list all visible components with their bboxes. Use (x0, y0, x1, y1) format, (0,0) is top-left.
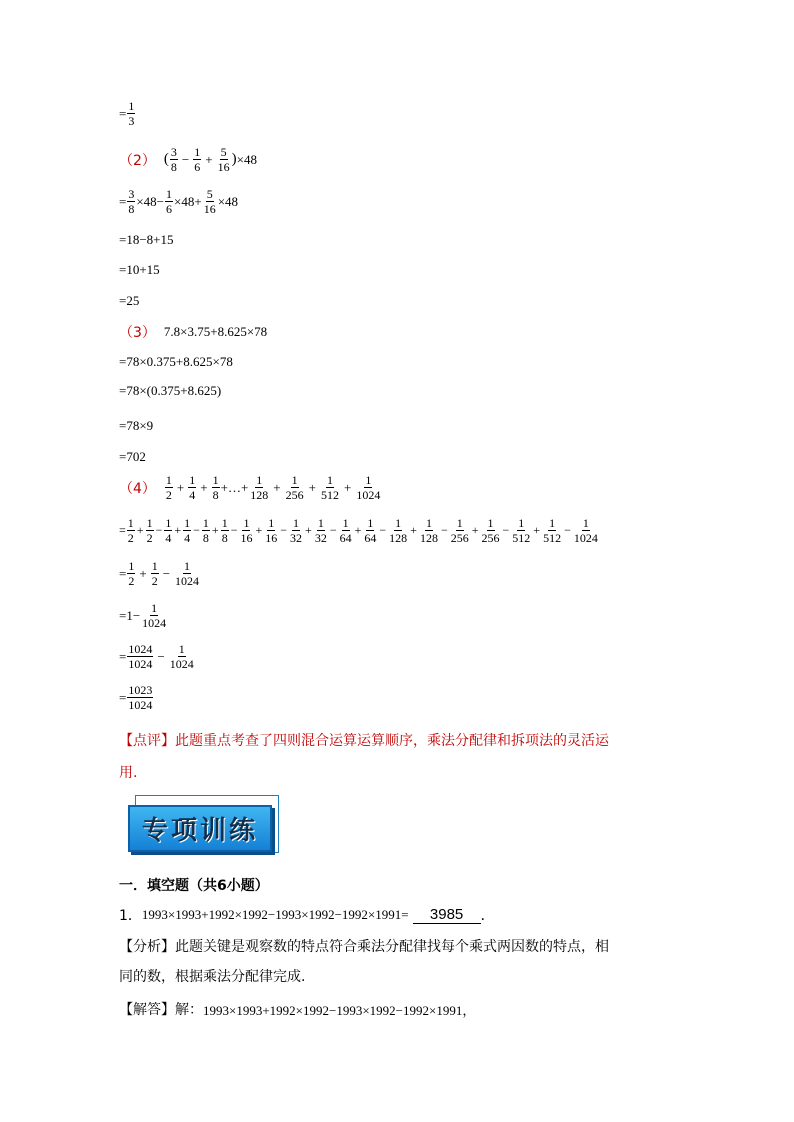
operator: + (273, 479, 281, 495)
fraction: $\frac{1}{16}$ (240, 516, 253, 545)
operator: + (471, 523, 479, 537)
operator: + (176, 479, 185, 495)
step-line-1 (119, 100, 136, 127)
ellipsis: +…+ (220, 479, 249, 495)
equals: = (119, 565, 127, 581)
operator: − (181, 151, 190, 167)
fraction: $\frac{1}{512}$ (543, 516, 562, 545)
problem-4-line (119, 474, 382, 501)
answer-blank: 3985 (413, 906, 481, 924)
fraction: $\frac{5}{16}$ (217, 145, 230, 174)
equals: = (119, 105, 127, 121)
equals: = (119, 193, 127, 209)
fraction: $\frac{1}{4}$ (189, 473, 196, 502)
fraction: $\frac{3}{8}$ (128, 187, 135, 216)
operator: − (157, 648, 165, 664)
step-line-10: =78×9 (119, 418, 154, 433)
paren: ) (231, 151, 237, 167)
fraction: $\frac{1}{256}$ (285, 473, 304, 502)
operator: − (502, 523, 510, 537)
fraction: $\frac{1}{8}$ (212, 473, 219, 502)
operator: − (564, 523, 571, 537)
fraction: $\frac{1}{32}$ (314, 516, 327, 545)
operator: − (155, 523, 163, 537)
step-line-15 (119, 602, 168, 629)
fraction: $\frac{1}{2}$ (127, 516, 134, 545)
fraction: $\frac{1}{8}$ (202, 516, 209, 545)
step-line-6: =25 (119, 293, 140, 308)
fraction: $\frac{1023}{1024}$ (128, 683, 153, 712)
comment-line-2: 用. (119, 765, 138, 781)
step-line-11: =702 (119, 449, 146, 464)
analysis-line-1: 【分析】此题关键是观察数的特点符合乘法分配律找每个乘式两因数的特点，相 (119, 939, 609, 955)
solution-label: 【解答】解： (119, 1002, 203, 1018)
banner-title: 专项训练 (141, 816, 258, 846)
question-1 (119, 905, 495, 925)
fraction: $\frac{1}{128}$ (419, 516, 438, 545)
question-expression: 1993×1993+1992×1992−1993×1992−1992×1991= (141, 907, 409, 922)
fraction: $\frac{1}{4}$ (184, 516, 191, 545)
fraction: $\frac{1}{1024}$ (175, 559, 200, 588)
fraction: $\frac{1}{4}$ (165, 516, 172, 545)
operator: + (136, 523, 144, 537)
problem-label: （3） (119, 325, 156, 341)
problem-label: （2） (119, 152, 156, 169)
step-line-14 (119, 560, 201, 587)
step-line-4: =18−8+15 (119, 232, 174, 247)
operator: − (440, 523, 448, 537)
fraction: $\frac{1}{512}$ (512, 516, 531, 545)
term: =1− (119, 607, 141, 623)
operator: + (211, 523, 219, 537)
fraction: $\frac{1}{16}$ (265, 516, 278, 545)
problem-label: （4） (119, 480, 156, 497)
operator: − (379, 523, 387, 537)
fraction: $\frac{1}{512}$ (320, 473, 339, 502)
fraction: $\frac{1}{2}$ (128, 559, 135, 588)
step-line-16 (119, 643, 196, 670)
fraction: $\frac{1}{256}$ (450, 516, 469, 545)
operator: − (280, 523, 288, 537)
section-heading: 一．填空题（共6小题） (119, 878, 269, 894)
problem-2-line (119, 146, 257, 173)
operator: + (343, 479, 352, 495)
term: ×48 (236, 151, 257, 167)
step-line-17 (119, 684, 154, 711)
fraction: $\frac{1}{6}$ (166, 187, 173, 216)
fraction: $\frac{1}{6}$ (194, 145, 201, 174)
fraction: $\frac{1}{1024}$ (169, 642, 194, 671)
step-line-3 (119, 188, 238, 215)
solution-line (119, 999, 475, 1019)
step-line-13 (119, 517, 600, 544)
fraction: $\frac{1}{2}$ (165, 473, 172, 502)
operator: − (230, 523, 238, 537)
equals: = (119, 648, 127, 664)
comment-line-1: 【点评】此题重点考查了四则混合运算运算顺序，乘法分配律和拆项法的灵活运 (119, 733, 609, 749)
term: ×48− (136, 193, 165, 209)
fraction: $\frac{1}{64}$ (339, 516, 352, 545)
fraction: $\frac{1}{1024}$ (356, 473, 381, 502)
banner-face (128, 805, 272, 852)
fraction: $\frac{1}{64}$ (364, 516, 377, 545)
fraction: $\frac{1}{8}$ (221, 516, 228, 545)
fraction: $\frac{5}{16}$ (203, 187, 216, 216)
fraction: $\frac{1}{1024}$ (573, 516, 598, 545)
operator: + (174, 523, 182, 537)
operator: − (193, 523, 200, 537)
operator: + (410, 523, 417, 537)
operator: + (354, 523, 362, 537)
operator: + (533, 523, 541, 537)
operator: + (139, 565, 147, 581)
fraction: $\frac{1}{1024}$ (142, 601, 167, 630)
operator: + (200, 479, 208, 495)
operator: − (162, 565, 171, 581)
problem-3-line (119, 322, 267, 342)
fraction: $\frac{1}{2}$ (151, 559, 158, 588)
step-line-9: =78×(0.375+8.625) (119, 383, 222, 398)
fraction: $\frac{1}{32}$ (290, 516, 303, 545)
fraction: $\frac{1024}{1024}$ (128, 642, 153, 671)
analysis-line-2: 同的数，根据乘法分配律完成. (119, 969, 306, 985)
step-line-5: =10+15 (119, 262, 160, 277)
fraction: $\frac{1}{128}$ (250, 473, 269, 502)
term: ×48 (217, 193, 239, 209)
term: ×48+ (174, 193, 202, 209)
fraction: $\frac{1}{3}$ (128, 99, 135, 128)
equals: = (119, 689, 127, 705)
fraction: $\frac{3}{8}$ (170, 145, 177, 174)
section-banner (125, 795, 280, 858)
solution-expression: 1993×1993+1992×1992−1993×1992−1992×1991， (203, 1002, 476, 1018)
fraction: $\frac{1}{128}$ (389, 516, 408, 545)
operator: − (329, 523, 337, 537)
fraction: $\frac{1}{2}$ (146, 516, 153, 545)
operator: + (305, 523, 312, 537)
operator: + (205, 151, 213, 167)
question-number: 1． (119, 908, 142, 924)
fraction: $\frac{1}{256}$ (481, 516, 500, 545)
operator: + (308, 479, 316, 495)
operator: + (255, 523, 263, 537)
paren: ( (163, 151, 169, 167)
step-line-8: =78×0.375+8.625×78 (119, 354, 233, 369)
expression: 7.8×3.75+8.625×78 (163, 324, 268, 339)
period: ． (480, 908, 495, 924)
equals: = (119, 523, 126, 537)
